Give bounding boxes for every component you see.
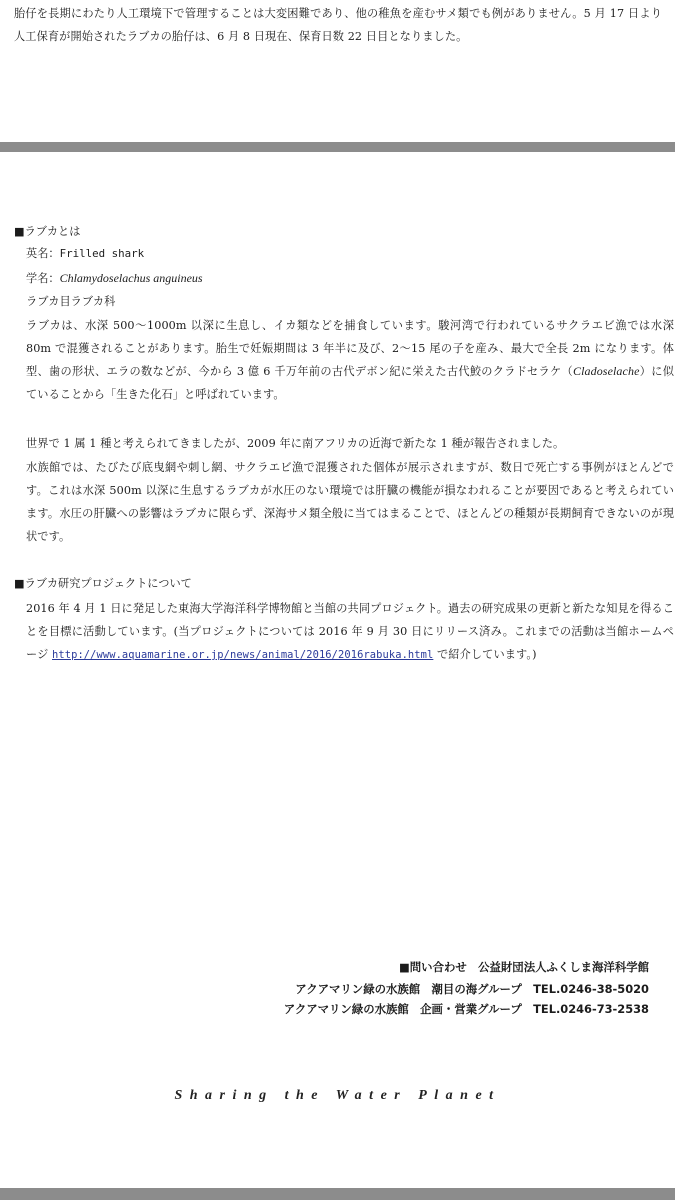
page-separator	[0, 142, 675, 152]
project-text-b: で紹介しています。)	[433, 648, 537, 661]
taxonomy-line: ラブカ目ラブカ科	[26, 295, 116, 308]
contact-line-planning: アクアマリン緑の水族館 企画・営業グループ TEL.0246-73-2538	[283, 1002, 649, 1016]
english-name-line	[26, 245, 144, 263]
aquarium-paragraph: 水族館では、たびたび底曳網や刺し網、サクラエビ漁で混獲された個体が展示されますが、数日で死亡する事例がほとんどです。これは水深 500m 以深に生息するラブカが水圧のない環境では肝臓の機能が損なわれることが要因であると考えられています。水圧の肝臓への影響はラブカに限らず、深海サメ類全般に当てはまることで、ほとんどの種類が長期飼育できないのが現状です。	[26, 461, 674, 543]
homepage-link[interactable]: http://www.aquamarine.or.jp/news/animal/2016/2016rabuka.html	[52, 649, 434, 661]
research-project-paragraph	[14, 597, 674, 667]
tagline: Sharing the Water Planet	[174, 1088, 501, 1103]
scientific-name-label: 学名：	[26, 272, 60, 285]
english-name-value: Frilled shark	[59, 247, 145, 260]
description-text-b: ）に似ていることから「生きた化石」と呼ばれています。	[26, 365, 674, 401]
scientific-name-line	[26, 269, 203, 288]
new-species-paragraph: 世界で 1 属 1 種と考えられてきましたが、2009 年に南アフリカの近海で新たな 1 種が報告されました。	[26, 437, 565, 450]
description-text-a: ラブカは、水深 500～1000m 以深に生息し、イカ類などを捕食しています。駿河湾で行われているサクラエビ漁では水深 80m で混獲されることがあります。胎生で妊娠期間は 3 年半に及び、2～15 尾の子を産み、最大で全長 2m になります。体型、歯の形状、エラの数などが、今から 3 億 6 千万年前の古代デボン紀に栄えた古代鮫のクラドセラケ（	[26, 319, 674, 378]
project-text-a: 2016 年 4 月 1 日に発足した東海大学海洋科学博物館と当館の共同プロジェクト。過去の研究成果の更新と新たな知見を得ることを目標に活動しています。(当プロジェクトについては 2016 年 9 月 30 日にリリース済み。これまでの活動は当館ホームページ	[26, 602, 674, 661]
contact-line-shiome: アクアマリン緑の水族館 潮目の海グループ TEL.0246-38-5020	[295, 982, 649, 996]
frilled-shark-description	[14, 314, 674, 406]
section-heading-frilled-shark: ■ラブカとは	[14, 225, 81, 238]
contact-heading: ■問い合わせ 公益財団法人ふくしま海洋科学館	[399, 960, 649, 974]
section-heading-research-project: ■ラブカ研究プロジェクトについて	[14, 577, 192, 590]
english-name-label: 英名：	[26, 247, 60, 260]
page-separator-bottom	[0, 1188, 675, 1200]
intro-paragraph: 胎仔を長期にわたり人工環境下で管理することは大変困難であり、他の稚魚を産むサメ類でも例がありません。5 月 17 日より人工保育が開始されたラブカの胎仔は、6 月 8 日現在、保育日数 22 日目となりました。	[14, 7, 662, 43]
cladoselache-italic: Cladoselache	[572, 364, 640, 378]
scientific-name-value: Chlamydoselachus anguineus	[59, 271, 203, 285]
